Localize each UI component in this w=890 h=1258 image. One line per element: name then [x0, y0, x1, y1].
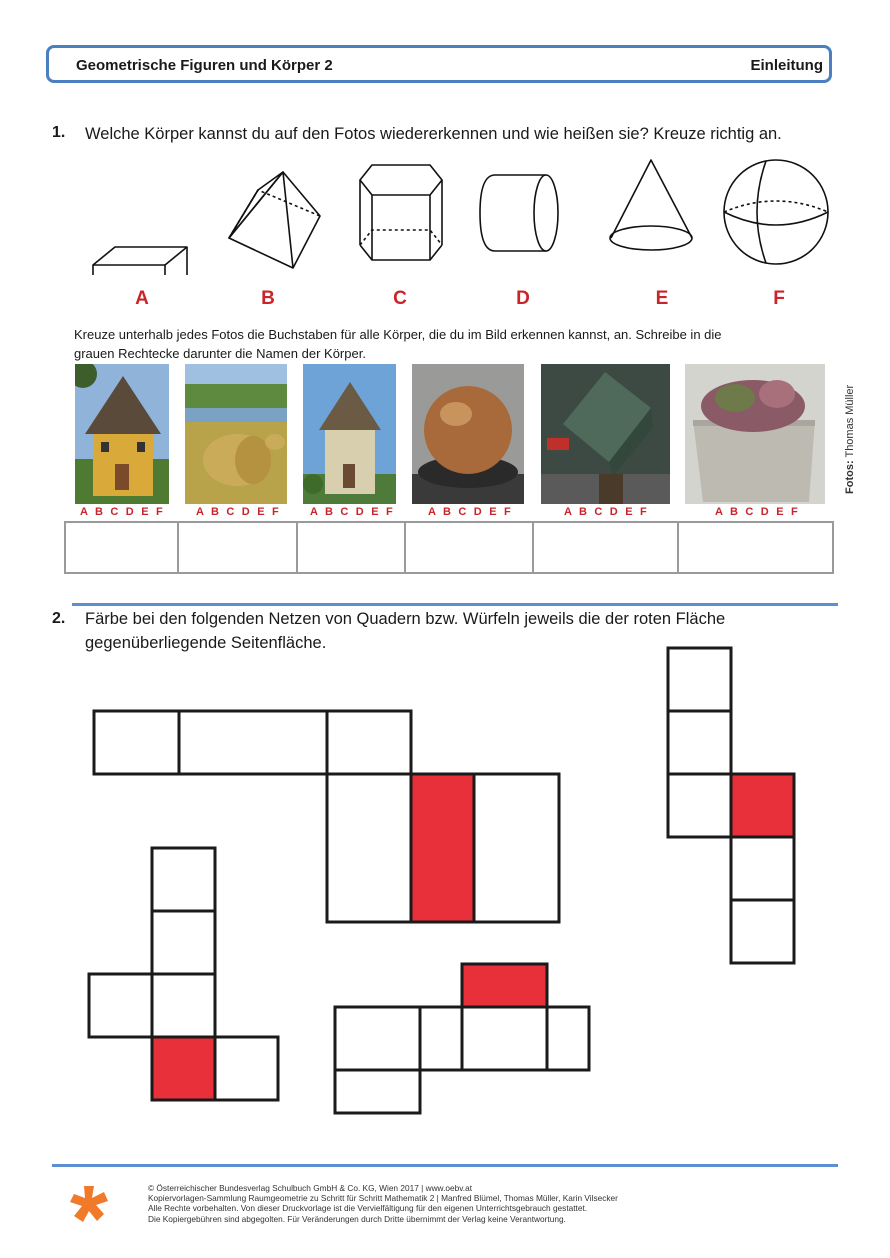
- answer-box-1[interactable]: [66, 523, 179, 572]
- photo5-options[interactable]: A B C D E F: [564, 506, 649, 518]
- stone-sphere-fountain-photo: [412, 364, 524, 504]
- photo-credit: [838, 366, 868, 496]
- net-2-red-face: [731, 774, 794, 837]
- answer-box-6[interactable]: [679, 523, 832, 572]
- net-2: [668, 648, 794, 963]
- footer-line-4: Die Kopiergebühren sind abgegolten. Für Veränderungen durch Dritte übernimmt der Verlag keine Verantwortung.: [148, 1213, 566, 1224]
- task1-text: Welche Körper kannst du auf den Fotos wiedererkennen und wie heißen sie? Kreuze richtig an.: [85, 125, 782, 143]
- publisher-logo-icon: [70, 1184, 110, 1224]
- task1-number: 1.: [52, 124, 66, 141]
- tower-house-photo: [75, 364, 169, 504]
- task1-instructions: [74, 325, 722, 363]
- shape-letter-d: D: [516, 288, 530, 309]
- round-tower-photo: [303, 364, 396, 504]
- task2-number: 2.: [52, 610, 66, 627]
- instruction-line-2: grauen Rechtecke darunter die Namen der Körper.: [74, 346, 366, 361]
- photo3-options[interactable]: A B C D E F: [310, 506, 395, 518]
- net-3: [89, 848, 278, 1100]
- shape-letter-f: F: [773, 288, 785, 309]
- pyramid-icon: [229, 172, 320, 268]
- net-4: [335, 964, 589, 1113]
- hay-bale-photo: [185, 364, 287, 504]
- answer-box-3[interactable]: [298, 523, 406, 572]
- photo1-options[interactable]: A B C D E F: [80, 506, 165, 518]
- stone-planter-photo: [685, 364, 825, 504]
- footer-line-1: © Österreichischer Bundesverlag Schulbuch GmbH & Co. KG, Wien 2017 | www.oebv.at: [148, 1183, 472, 1193]
- shape-drawings: [0, 150, 890, 275]
- sphere-icon: [724, 160, 828, 264]
- shape-letter-c: C: [393, 288, 407, 309]
- task2-line-1: Färbe bei den folgenden Netzen von Quadern bzw. Würfeln jeweils die der roten Fläche: [85, 610, 726, 628]
- net-1-red-face: [411, 774, 474, 922]
- shape-letter-e: E: [655, 288, 669, 309]
- cone-icon: [610, 160, 692, 250]
- photo-credit-label: Fotos:: [844, 460, 856, 494]
- shape-letter-a: A: [135, 288, 149, 309]
- cube-icon: [93, 247, 187, 275]
- hexagonal-prism-icon: [360, 165, 442, 260]
- net-3-red-face: [152, 1037, 215, 1100]
- answer-box-5[interactable]: [534, 523, 679, 572]
- photo2-options[interactable]: A B C D E F: [196, 506, 281, 518]
- photo-credit-name: Thomas Müller: [844, 384, 856, 458]
- instruction-line-1: Kreuze unterhalb jedes Fotos die Buchstaben für alle Körper, die du im Bild erkennen kannst, an. Schreibe in die: [74, 327, 722, 342]
- answer-box-4[interactable]: [406, 523, 534, 572]
- answer-boxes: [64, 521, 834, 574]
- answer-box-2[interactable]: [179, 523, 298, 572]
- footer-line-2: Kopiervorlagen-Sammlung Raumgeometrie zu Schritt für Schritt Mathematik 2 | Manfred Blümel, Thomas Müller, Karin Vilsecker: [148, 1193, 618, 1204]
- cylinder-icon: [480, 175, 558, 251]
- nets-area: [0, 640, 890, 1120]
- photo6-options[interactable]: A B C D E F: [715, 506, 800, 518]
- footer-divider: [52, 1164, 838, 1167]
- footer-line-3: Alle Rechte vorbehalten. Von dieser Druckvorlage ist die Vervielfältigung für den eigenen Unterrichtsgebrauch gestattet.: [148, 1203, 588, 1214]
- net-4-red-face: [462, 964, 547, 1007]
- page-title: Geometrische Figuren und Körper 2: [76, 57, 333, 74]
- footer-copyright: [148, 1183, 708, 1224]
- task2-divider: [72, 603, 838, 606]
- page-header: [46, 45, 832, 83]
- section-label: Einleitung: [750, 57, 823, 74]
- task2-line-2: gegenüberliegende Seitenfläche.: [85, 634, 327, 652]
- shape-letter-b: B: [261, 288, 275, 309]
- cube-sculpture-photo: [541, 364, 670, 504]
- photo4-options[interactable]: A B C D E F: [428, 506, 513, 518]
